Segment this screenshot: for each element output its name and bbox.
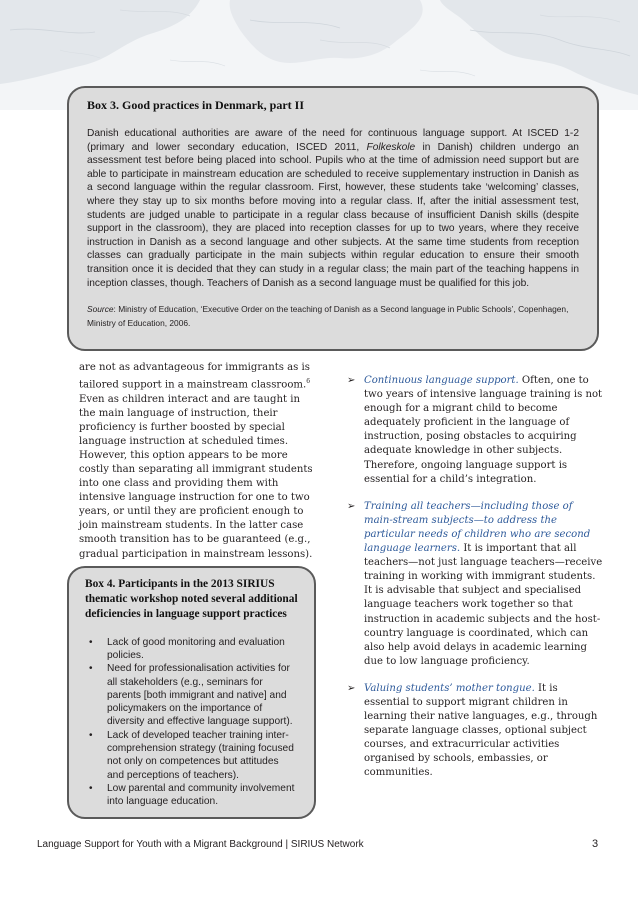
box-3-body-part: Danish educational authorities are aware of the need for continuous language support. At ISCED 1-2 (primary and lower secondary education, ISCED 2011, (87, 128, 579, 153)
box-4-list-item (85, 662, 298, 728)
box-3-body-folkeskole: Folkeskole (366, 141, 416, 153)
bullet-icon: • (89, 663, 93, 675)
box-4-item-text: Need for professionalisation activities for all stakeholders (e.g., seminars for parents [both immigrant and native] and policymakers on the importance of diversity and effective language support). (107, 663, 293, 728)
box-3-source (87, 302, 579, 330)
left-column-paragraph (79, 361, 315, 562)
box-4-list-item (85, 636, 298, 663)
arrow-bullet-icon: ➢ (347, 375, 356, 386)
box-3-source-label: Source (87, 304, 114, 315)
box-3-title: Box 3. Good practices in Denmark, part II (87, 98, 304, 112)
recommendation-text: Often, one to two years of intensive language training is not enough for a migrant child to become adequately proficient in the language of instruction, posing obstacles to acquiring adequate knowledge in other subjects. Therefore, ongoing language support is essential for a child’s integration. (364, 375, 603, 485)
box-3-good-practices-denmark (67, 86, 599, 351)
box-3-body (87, 127, 579, 290)
bullet-icon: • (89, 729, 93, 741)
box-4-item-text: Lack of developed teacher training inter-comprehension strategy (training focused not only on competences but attitudes and perceptions of teachers). (107, 729, 294, 781)
box-4-title: Box 4. Participants in the 2013 SIRIUS thematic workshop noted several additional deficiencies in language support practices (85, 578, 298, 621)
box-4-list-item (85, 729, 298, 782)
box-4-workshop-deficiencies (67, 566, 316, 819)
left-column-text: are not as advantageous for immigrants as is tailored support in a mainstream classroom. (79, 362, 310, 391)
bullet-icon: • (89, 636, 93, 648)
box-4-item-text: Low parental and community involvement into language education. (107, 782, 295, 808)
box-3-body-part: in Danish) children undergo an assessment test before being placed into school. Pupils who at the time of admission need support but are able to participate in mainstream education are scheduled to receive supplementary instruction in Danish as a second language within the regular classroom. First, however, these students take ‘welcoming’ classes, where they stay up to six months before moving into a regular class. If, after the initial assessment test, students are judged unable to participate in a regular class because of insufficient Danish skills (despite support in the classroom), they are placed into reception classes for up to two years, where they receive instruction in Danish as a second language and other subjects. At the same time students from reception classes can gradually participate in the main subjects within regular education to ensure their smooth transition once it is decided that they can study in a regular class; the main part of the teaching happens in inception classes, though. Teachers of Danish as a second language must be qualified for this job. (87, 141, 579, 289)
recommendation-item (347, 374, 603, 487)
arrow-bullet-icon: ➢ (347, 500, 356, 512)
box-3-source-text: : Ministry of Education, ‘Executive Order on the teaching of Danish as a Second language in Public Schools’, Copenhagen, Ministry of Education, 2006. (87, 304, 569, 329)
box-4-list-item (85, 782, 298, 809)
box-4-list (85, 636, 298, 809)
recommendation-lead: Continuous language support. (364, 375, 519, 386)
page-number: 3 (592, 838, 599, 850)
footer-title: Language Support for Youth with a Migrant Background | SIRIUS Network (37, 839, 364, 850)
recommendation-lead: Training all teachers—including those of main-stream subjects—to address the particular needs of children who are second language learners. (364, 500, 591, 555)
recommendation-text: It is important that all teachers—not just language teachers—receive training in working with immigrant students. It is advisable that subject and specialised language teachers work together so that instruction in academic subjects and the host-country language is coordinated, which can also help avoid delays in academic learning due to low language proficiency. (364, 543, 603, 667)
recommendation-lead: Valuing students’ mother tongue. (364, 682, 535, 694)
box-4-item-text: Lack of good monitoring and evaluation policies. (107, 636, 285, 661)
bullet-icon: • (89, 782, 93, 794)
arrow-bullet-icon: ➢ (347, 682, 356, 694)
footnote-marker[interactable]: 6 (306, 378, 311, 386)
right-column-recommendations (347, 374, 603, 794)
recommendation-text: It is essential to support migrant children in learning their native languages, e.g., through separate language classes, optional subject courses, and extracurricular activities organised by schools, embassies, or communities. (364, 682, 598, 779)
recommendation-item (347, 682, 603, 781)
recommendation-item (347, 500, 603, 669)
left-column-text: Even as children interact and are taught in the main language of instruction, their proficiency is further boosted by special language instruction at scheduled times. However, this option appears to be more costly than separating all immigrant students into one class and providing them with intensive language instruction for one to two years, or until they are proficient enough to join mainstream students. In the latter case smooth transition has to be guaranteed (e.g., gradual participation in mainstream lessons). (79, 393, 313, 560)
